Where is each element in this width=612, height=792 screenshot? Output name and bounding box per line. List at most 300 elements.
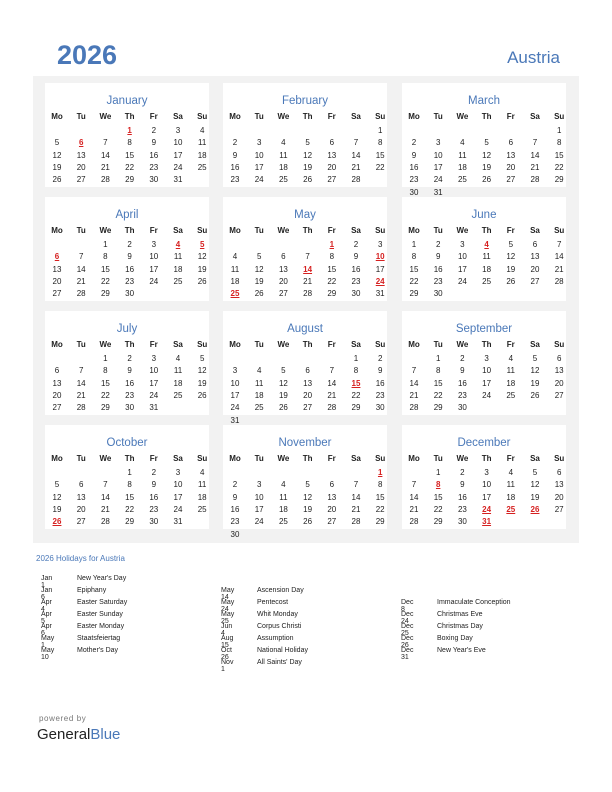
day-cell: 11 [506,366,515,376]
day-cell: 3 [175,468,181,477]
weekday-label: Mo [408,112,420,121]
day-cell: 28 [100,175,110,185]
day-cell: 31 [375,289,385,299]
weekday-label: Tu [76,112,86,121]
day-cell: 3 [232,366,238,376]
weekday-label: We [99,340,112,349]
month-march [402,83,566,197]
day-cell: 28 [100,517,110,527]
day-cell: 20 [52,276,62,286]
day-cell: 26 [506,276,516,286]
day-cell: 23 [457,504,467,514]
day-cell: 1 [411,240,417,249]
day-cell: 2 [460,354,465,363]
day-cell: 28 [409,403,419,413]
day-cell: 28 [76,403,86,413]
day-cell: 10 [457,252,467,262]
weekday-label: Th [124,226,135,235]
day-cell: 21 [351,504,361,514]
day-cell: 8 [435,480,441,490]
day-cell: 31 [173,175,183,185]
weekday-label: Tu [254,112,264,121]
weekday-header [45,340,209,352]
day-cell: 11 [173,252,183,262]
day-cell: 4 [199,126,205,135]
weekday-label: Th [124,112,135,121]
day-cell: 25 [506,390,516,400]
month-august [223,311,387,425]
day-cell: 18 [230,276,240,286]
day-cell: 5 [54,480,60,490]
weekday-label: We [456,454,469,463]
day-cell: 28 [351,175,361,185]
day-cell: 1 [353,354,359,363]
day-cell: 14 [409,492,419,502]
day-cell: 12 [530,480,540,490]
weekday-label: Su [197,112,208,121]
month-october [45,425,209,529]
month-name: January [106,95,148,107]
day-cell: 13 [303,378,313,388]
day-cell: 16 [375,378,385,388]
weekday-header [45,112,209,124]
day-cell: 27 [554,504,564,514]
weekday-label: Mo [229,226,241,235]
weekday-label: We [99,226,112,235]
day-cell: 23 [125,276,135,286]
day-cell: 29 [327,289,337,299]
weekday-label: Tu [254,340,264,349]
weekday-label: Sa [351,340,361,349]
day-cell: 15 [433,378,443,388]
holiday-date: Oct 26 [221,647,232,661]
day-cell: 25 [278,517,288,527]
day-cell: 27 [52,289,62,299]
day-cell: 4 [460,138,465,148]
day-cell: 11 [458,150,467,160]
holiday-name: Immaculate Conception [437,599,511,606]
day-cell: 29 [125,175,135,185]
weekday-label: Mo [51,340,63,349]
day-cell: 22 [327,276,337,286]
day-cell: 20 [327,162,337,172]
weekday-label: Tu [254,454,264,463]
day-cell: 27 [554,390,564,400]
day-cell: 27 [327,175,337,185]
day-cell: 17 [149,378,159,388]
day-cell: 28 [303,289,313,299]
day-cell: 29 [100,289,110,299]
day-cell: 16 [125,264,135,274]
day-cell: 6 [329,480,335,490]
day-cell: 2 [377,354,383,363]
weekday-header [45,454,209,466]
day-cell: 21 [327,390,337,400]
day-cell: 9 [377,366,383,376]
holiday-date: Dec 31 [401,647,414,661]
weekday-label: Mo [229,340,241,349]
day-cell: 28 [76,289,86,299]
day-cell: 6 [508,138,514,148]
day-cell: 19 [303,162,313,172]
day-cell: 20 [278,276,288,286]
weekday-label: Su [554,112,565,121]
day-cell: 12 [506,252,516,262]
day-cell: 17 [482,378,492,388]
day-cell: 8 [329,252,335,262]
day-cell: 1 [435,468,441,477]
weekday-label: Fr [327,454,336,463]
day-cell: 1 [435,354,441,363]
day-cell: 25 [254,403,264,413]
holidays-title: 2026 Holidays for Austria [36,554,125,563]
month-name: May [294,209,316,221]
day-cell: 16 [230,162,240,172]
month-name: March [468,95,500,107]
day-cell: 31 [173,517,183,527]
day-cell: 8 [103,252,108,262]
day-cell: 9 [460,366,465,376]
day-cell: 24 [433,175,443,185]
weekday-label: Th [124,454,135,463]
day-cell: 17 [230,390,240,400]
day-cell: 26 [52,175,62,185]
day-cell: 15 [125,492,135,502]
day-cell: 4 [484,240,489,249]
day-cell: 16 [149,150,159,160]
weekday-label: Fr [506,340,515,349]
month-name: December [457,437,511,449]
day-cell: 21 [351,162,361,172]
day-cell: 15 [375,492,385,502]
day-cell: 1 [127,468,132,477]
holiday-name: Staatsfeiertag [77,635,121,642]
weekday-label: Tu [76,454,86,463]
day-cell: 13 [278,264,288,274]
day-cell: 26 [278,403,288,413]
month-name: October [106,437,148,449]
day-cell: 26 [530,390,540,400]
day-cell: 2 [411,138,417,148]
holiday-name: Christmas Day [437,623,483,630]
holiday-name: New Year's Day [77,575,127,582]
day-cell: 5 [484,138,489,148]
day-cell: 23 [149,504,159,514]
weekday-label: Th [302,112,313,121]
day-cell: 24 [149,390,159,400]
day-cell: 20 [327,504,337,514]
day-cell: 18 [197,492,207,502]
weekday-label: Su [554,454,565,463]
day-cell: 7 [78,366,84,376]
day-cell: 20 [76,162,86,172]
day-cell: 22 [375,504,385,514]
weekday-label: Tu [76,226,86,235]
day-cell: 23 [125,390,135,400]
holiday-date: May 1 [41,635,55,649]
day-cell: 17 [457,264,467,274]
day-cell: 22 [100,390,110,400]
holiday-date: May 10 [41,647,55,661]
year-title: 2026 [57,40,118,70]
day-cell: 18 [173,264,183,274]
brand-logo-general: General [37,726,91,743]
day-cell: 15 [433,492,443,502]
day-cell: 16 [457,378,467,388]
day-cell: 24 [230,403,240,413]
day-cell: 14 [409,378,419,388]
day-cell: 8 [377,480,383,490]
day-cell: 17 [375,264,385,274]
weekday-label: Fr [149,226,158,235]
day-cell: 7 [411,480,417,490]
day-cell: 10 [482,366,492,376]
day-cell: 8 [377,138,383,148]
day-cell: 25 [173,276,183,286]
day-cell: 13 [530,252,540,262]
day-cell: 16 [230,504,240,514]
day-cell: 19 [303,504,313,514]
month-name: June [471,209,497,221]
day-cell: 11 [230,264,240,274]
month-november [223,425,387,539]
day-cell: 26 [482,175,492,185]
day-cell: 21 [530,162,540,172]
day-cell: 18 [457,162,467,172]
holiday-name: Whit Monday [257,611,298,618]
day-cell: 1 [127,126,132,135]
day-cell: 2 [127,354,132,363]
day-cell: 18 [197,150,207,160]
day-cell: 27 [76,517,86,527]
holiday-name: Pentecost [257,599,289,606]
day-cell: 7 [353,138,359,148]
day-cell: 20 [52,390,62,400]
holiday-name: New Year's Eve [437,647,486,654]
holiday-name: Corpus Christi [257,623,302,630]
day-cell: 15 [554,150,564,160]
weekday-header [402,112,566,124]
day-cell: 22 [100,276,110,286]
day-cell: 27 [52,403,62,413]
day-cell: 3 [484,354,489,363]
brand-logo-blue: Blue [90,726,121,743]
day-cell: 14 [100,492,110,502]
day-cell: 30 [457,517,467,527]
day-cell: 31 [433,187,443,197]
day-cell: 6 [78,138,84,148]
day-cell: 8 [435,366,441,376]
weekday-label: Th [481,112,492,121]
day-cell: 14 [100,150,110,160]
day-cell: 19 [530,492,540,502]
day-cell: 13 [506,150,516,160]
weekday-label: Fr [149,340,158,349]
day-cell: 30 [409,187,419,197]
day-cell: 4 [232,252,238,262]
month-september [402,311,566,415]
day-cell: 9 [127,366,132,376]
holiday-name: Mother's Day [77,647,119,654]
day-cell: 22 [433,390,443,400]
holiday-date: Aug 15 [221,635,234,649]
day-cell: 12 [303,150,313,160]
day-cell: 29 [100,403,110,413]
weekday-label: Su [554,340,565,349]
day-cell: 8 [127,138,132,148]
day-cell: 8 [103,366,108,376]
day-cell: 18 [254,390,264,400]
weekday-label: Sa [173,340,183,349]
month-name: July [116,323,138,335]
day-cell: 7 [103,480,108,490]
day-cell: 28 [351,517,361,527]
day-cell: 13 [554,366,564,376]
day-cell: 11 [255,378,264,388]
weekday-label: Su [197,454,208,463]
day-cell: 23 [409,175,419,185]
weekday-label: Tu [433,226,443,235]
weekday-label: Tu [433,454,443,463]
day-cell: 20 [554,492,564,502]
day-cell: 16 [125,378,135,388]
day-cell: 12 [52,492,62,502]
weekday-label: Sa [173,112,183,121]
day-cell: 17 [173,492,183,502]
day-cell: 26 [303,175,313,185]
day-cell: 29 [351,403,361,413]
weekday-label: Fr [506,112,515,121]
weekday-label: Sa [530,340,540,349]
day-cell: 19 [254,276,264,286]
day-cell: 9 [435,252,441,262]
weekday-label: Su [197,340,208,349]
day-cell: 19 [482,162,492,172]
month-april [45,197,209,301]
day-cell: 9 [460,480,465,490]
day-cell: 26 [197,276,207,286]
day-cell: 30 [149,517,159,527]
day-cell: 17 [254,504,264,514]
day-cell: 14 [76,378,86,388]
day-cell: 28 [327,403,337,413]
day-cell: 10 [375,252,385,262]
day-cell: 29 [375,517,385,527]
weekday-label: We [277,112,290,121]
day-cell: 13 [76,150,86,160]
day-cell: 25 [230,289,240,299]
day-cell: 14 [303,264,313,274]
weekday-label: Th [302,454,313,463]
day-cell: 5 [54,138,60,148]
day-cell: 26 [254,289,264,299]
month-february [223,83,387,187]
day-cell: 23 [375,390,385,400]
holiday-date: Jun 4 [221,623,233,637]
day-cell: 18 [173,378,183,388]
month-name: February [281,95,329,107]
day-cell: 5 [532,468,538,477]
month-name: November [278,437,332,449]
weekday-label: Th [481,226,492,235]
day-cell: 5 [199,240,205,249]
weekday-label: Fr [327,226,336,235]
day-cell: 25 [173,390,183,400]
day-cell: 10 [173,480,183,490]
day-cell: 30 [149,175,159,185]
holiday-date: Nov 1 [221,659,234,673]
day-cell: 5 [199,354,205,363]
weekday-label: We [99,454,112,463]
day-cell: 27 [506,175,516,185]
day-cell: 11 [482,252,491,262]
day-cell: 12 [52,150,62,160]
day-cell: 2 [435,240,441,249]
day-cell: 12 [197,366,207,376]
holiday-name: National Holiday [257,647,308,654]
day-cell: 10 [254,492,264,502]
holiday-date: Jan 1 [41,575,53,589]
day-cell: 23 [351,276,361,286]
day-cell: 21 [76,276,86,286]
day-cell: 18 [506,492,516,502]
day-cell: 25 [197,162,207,172]
day-cell: 1 [103,240,108,249]
day-cell: 17 [433,162,443,172]
day-cell: 14 [554,252,564,262]
weekday-label: Th [124,340,135,349]
day-cell: 6 [556,354,562,363]
day-cell: 27 [303,403,313,413]
holiday-date: Dec 25 [401,623,414,637]
holiday-date: Jan 6 [41,587,53,601]
day-cell: 29 [125,517,135,527]
day-cell: 12 [197,252,207,262]
day-cell: 15 [375,150,385,160]
country-title: Austria [507,48,560,67]
day-cell: 6 [54,366,60,376]
holiday-name: Epiphany [77,587,107,594]
weekday-header [402,454,566,466]
day-cell: 29 [554,175,564,185]
day-cell: 1 [556,126,562,135]
day-cell: 21 [100,504,110,514]
day-cell: 20 [530,264,540,274]
day-cell: 20 [303,390,313,400]
day-cell: 9 [151,480,157,490]
weekday-label: Mo [51,454,63,463]
weekday-label: Fr [327,112,336,121]
day-cell: 11 [198,480,207,490]
weekday-label: Su [375,226,386,235]
day-cell: 26 [52,517,62,527]
day-cell: 21 [409,504,419,514]
day-cell: 3 [151,240,157,249]
day-cell: 22 [554,162,564,172]
holiday-name: Christmas Eve [437,611,483,618]
day-cell: 22 [125,504,135,514]
day-cell: 4 [199,468,205,477]
month-july [45,311,209,415]
day-cell: 17 [254,162,264,172]
day-cell: 19 [278,390,288,400]
weekday-label: Fr [506,226,515,235]
day-cell: 19 [197,378,207,388]
day-cell: 27 [278,289,288,299]
day-cell: 1 [103,354,108,363]
day-cell: 3 [484,468,489,477]
weekday-label: We [277,454,290,463]
